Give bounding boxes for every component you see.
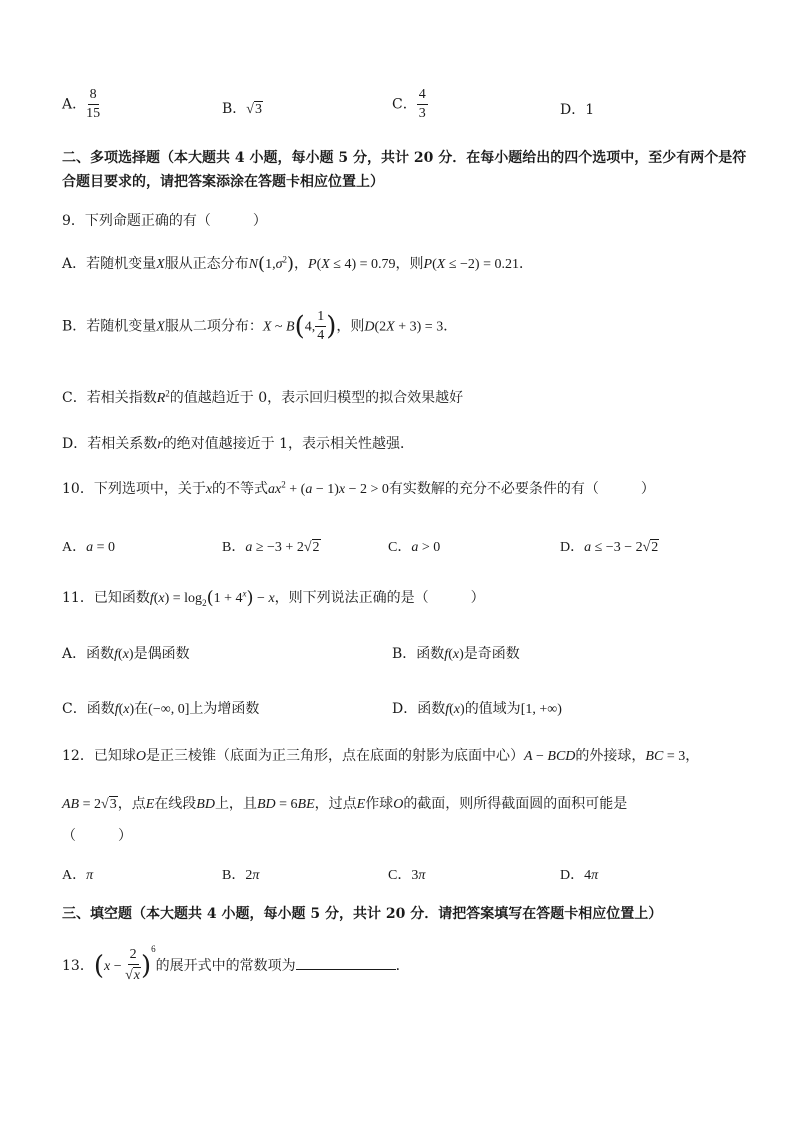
q8-option-a: A． $\frac{8}{15}$ — [62, 87, 101, 121]
q10-option-d: D．a ≤ −3 − 2√2 — [560, 540, 659, 555]
q12-option-d: D．4π — [560, 868, 599, 883]
q8-option-d: D．1 — [560, 102, 595, 118]
q11-option-b: B．函数f(x)是奇函数 — [392, 646, 520, 662]
fraction-8-15: $\frac{8}{15}$ — [86, 87, 101, 121]
q13-stem: 13．(x − $\frac{2}{√x}$ )$^6$的展开式中的常数项为 ． — [62, 944, 410, 984]
section3-heading: 三、填空题（本大题共 4 小题，每小题 5 分，共计 20 分．请把答案填写在答题卡相应位置上） — [62, 906, 663, 922]
fraction-4-3: $\frac{4}{3}$ — [418, 87, 426, 121]
q9-option-a: A．若随机变量X服从正态分布$N(1,\sigma^2)$，P(X ≤ 4) = 0.79，则P(X ≤ −2) = 0.21． — [62, 253, 533, 275]
section2-heading-line1: 二、多项选择题（本大题共 4 小题，每小题 5 分，共计 20 分．在每小题给出的四个选项中，至少有两个是符 — [62, 150, 747, 166]
q8-option-c: C． $\frac{4}{3}$ — [392, 87, 426, 121]
q9-option-c: C．若相关指数$R^2$的值越趋近于 0，表示回归模型的拟合效果越好 — [62, 388, 464, 406]
answer-blank[interactable] — [296, 955, 396, 970]
q11-option-d: D．函数f(x)的值域为[1, +∞) — [392, 701, 562, 717]
q10-option-b: B．a ≥ −3 + 2√2 — [222, 540, 320, 555]
q9-option-b: B．若随机变量X服从二项分布：X ~ B(4, $\frac{1}{4}$ )，则D(2X + 3) = 3． — [62, 309, 458, 343]
q12-answer-paren: （ ） — [62, 828, 132, 844]
q12-line2: AB = 2√3，点E在线段BD上，且BD = 6BE，过点E作球O的截面，则所得截面圆的面积可能是 — [62, 796, 628, 812]
q11-option-a: A．函数f(x)是偶函数 — [62, 646, 190, 662]
q9-option-d: D．若相关系数r的绝对值越接近于 1，表示相关性越强． — [62, 436, 415, 452]
q12-line1: 12．已知球O是正三棱锥（底面为正三角形，点在底面的射影为底面中心）A − BCD的外接球，BC = 3， — [62, 748, 700, 764]
q8-option-b: B．√3 — [222, 101, 262, 117]
q9-stem: 9．下列命题正确的有（ ） — [62, 213, 267, 229]
section2-heading-line2: 合题目要求的，请把答案添涂在答题卡相应位置上） — [62, 174, 384, 190]
q11-stem: 11．已知函数$f(x) = \log_2(1 + 4^x) - x$，则下列说法正确的是（ ） — [62, 587, 485, 609]
q12-option-a: A．π — [62, 868, 94, 883]
q10-option-c: C．a > 0 — [388, 540, 441, 555]
q10-option-a: A．a = 0 — [62, 540, 116, 555]
q12-option-c: C．3π — [388, 868, 426, 883]
q10-stem: 10．下列选项中，关于x的不等式$ax^2 + (a - 1)x - 2 > 0$有实数解的充分不必要条件的有（ ） — [62, 479, 655, 497]
q11-option-c: C．函数f(x)在(−∞, 0]上为增函数 — [62, 701, 260, 717]
q12-option-b: B．2π — [222, 868, 260, 883]
